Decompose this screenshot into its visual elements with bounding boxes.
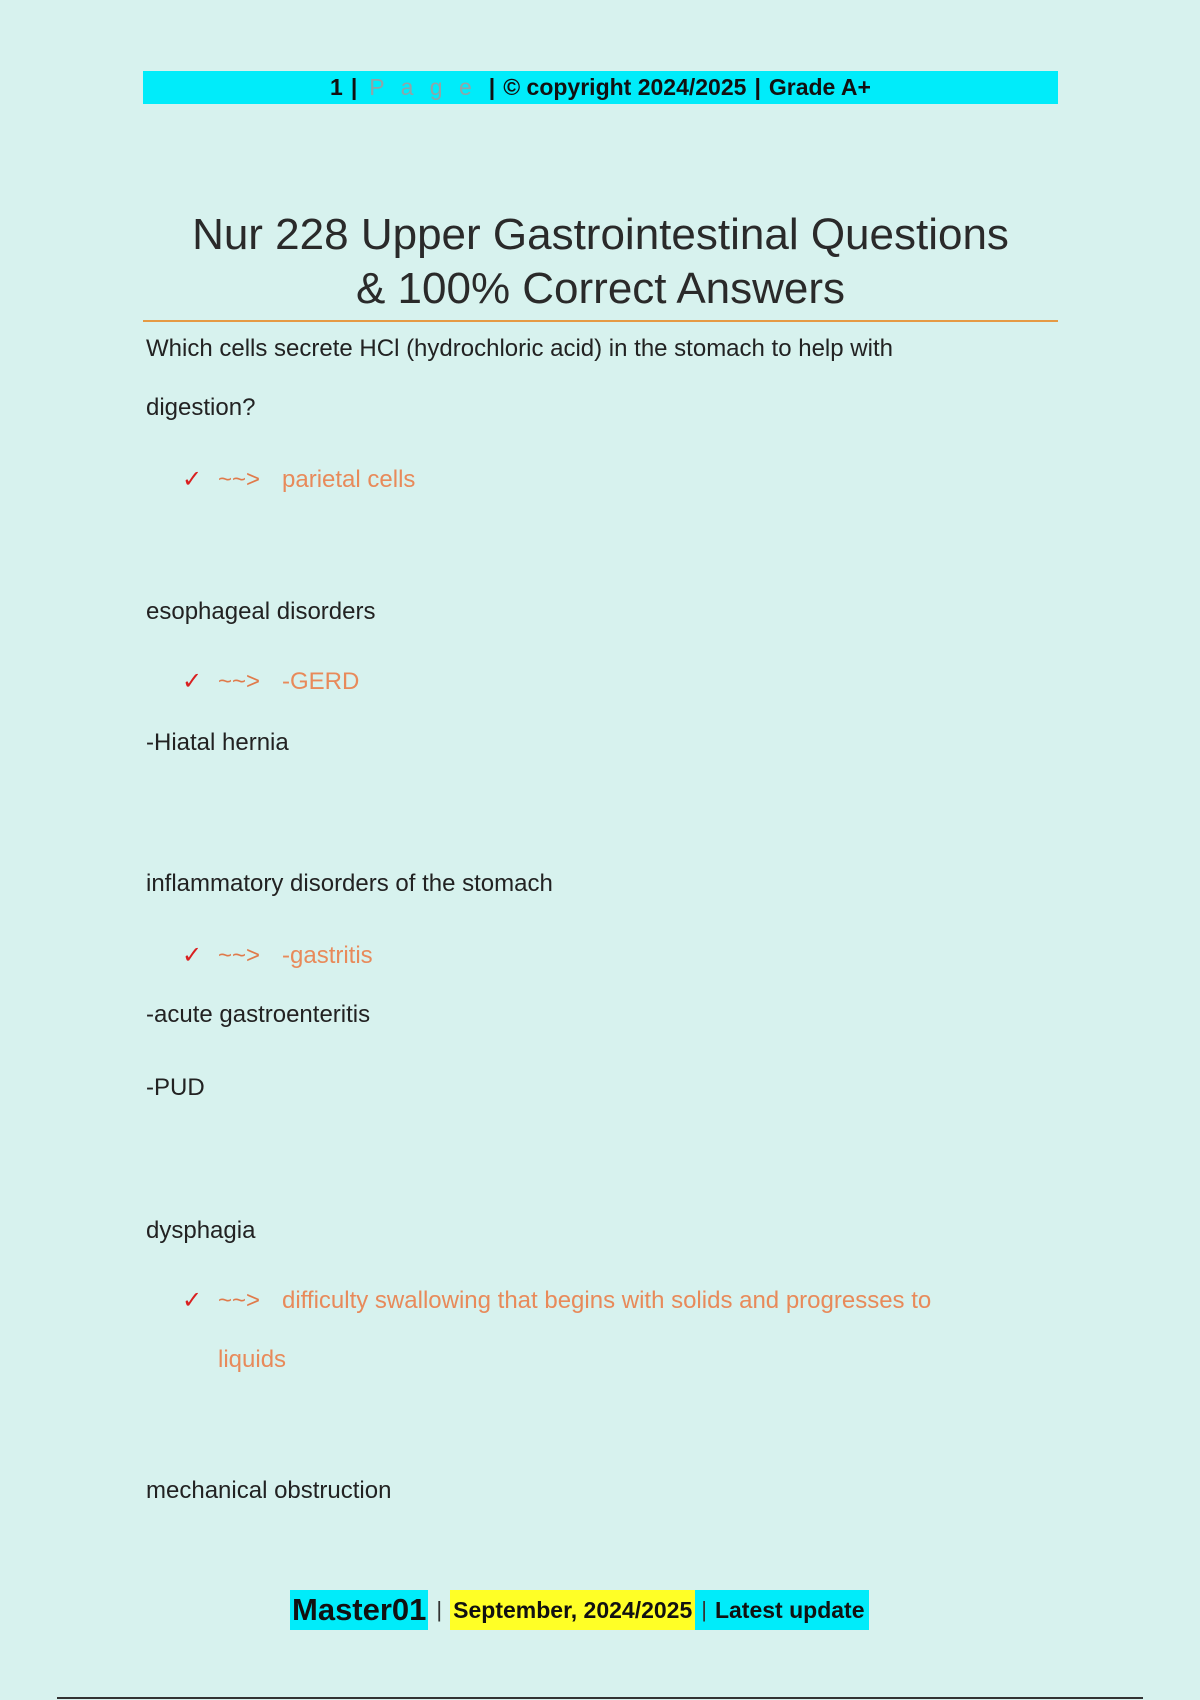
question-1-line-2: digestion? [146, 394, 256, 421]
answer-4 [182, 1286, 931, 1316]
title-line-1: Nur 228 Upper Gastrointestinal Questions [192, 210, 1009, 259]
arrow-marker: ~~> [218, 668, 261, 695]
answer-1 [182, 465, 415, 495]
page-label: P a g e [369, 74, 477, 100]
footer-brand: Master01 [290, 1590, 428, 1630]
header-separator: | [488, 74, 496, 100]
answer-3-extra-2: -PUD [146, 1074, 205, 1101]
arrow-marker: ~~> [218, 466, 261, 493]
question-5: mechanical obstruction [146, 1477, 392, 1504]
answer-2 [182, 667, 359, 697]
copyright-text: © copyright 2024/2025 [503, 74, 747, 100]
question-1-line-1: Which cells secrete HCl (hydrochloric acid) in the stomach to help with [146, 335, 893, 362]
footer-latest-update: Latest update [715, 1590, 869, 1630]
footer-date: September, 2024/2025 [450, 1590, 695, 1630]
title-underline [143, 320, 1058, 322]
answer-3 [182, 941, 373, 971]
checkmark-icon: ✓ [182, 1287, 203, 1314]
question-4: dysphagia [146, 1217, 256, 1244]
answer-1-text: parietal cells [282, 466, 416, 493]
footer-rule [57, 1697, 1143, 1699]
page-header [143, 71, 1058, 104]
page-number: 1 [330, 74, 343, 100]
checkmark-icon: ✓ [182, 466, 203, 493]
grade-text: Grade A+ [768, 74, 871, 100]
question-2: esophageal disorders [146, 598, 376, 625]
page-footer [290, 1590, 869, 1630]
header-separator: | [754, 74, 761, 100]
title-line-2: & 100% Correct Answers [355, 264, 846, 313]
answer-2-text: -GERD [282, 668, 360, 695]
document-title [143, 208, 1058, 316]
answer-4-continued: liquids [218, 1346, 287, 1373]
arrow-marker: ~~> [218, 942, 261, 969]
answer-3-text: -gastritis [282, 942, 373, 969]
checkmark-icon: ✓ [182, 668, 203, 695]
answer-2-extra: -Hiatal hernia [146, 729, 289, 756]
question-3: inflammatory disorders of the stomach [146, 870, 553, 897]
footer-separator: | [695, 1590, 715, 1630]
footer-separator: | [436, 1597, 443, 1622]
answer-4-text: difficulty swallowing that begins with solids and progresses to [282, 1287, 932, 1314]
arrow-marker: ~~> [218, 1287, 261, 1314]
checkmark-icon: ✓ [182, 942, 203, 969]
answer-3-extra-1: -acute gastroenteritis [146, 1001, 371, 1028]
header-separator: | [350, 74, 358, 100]
